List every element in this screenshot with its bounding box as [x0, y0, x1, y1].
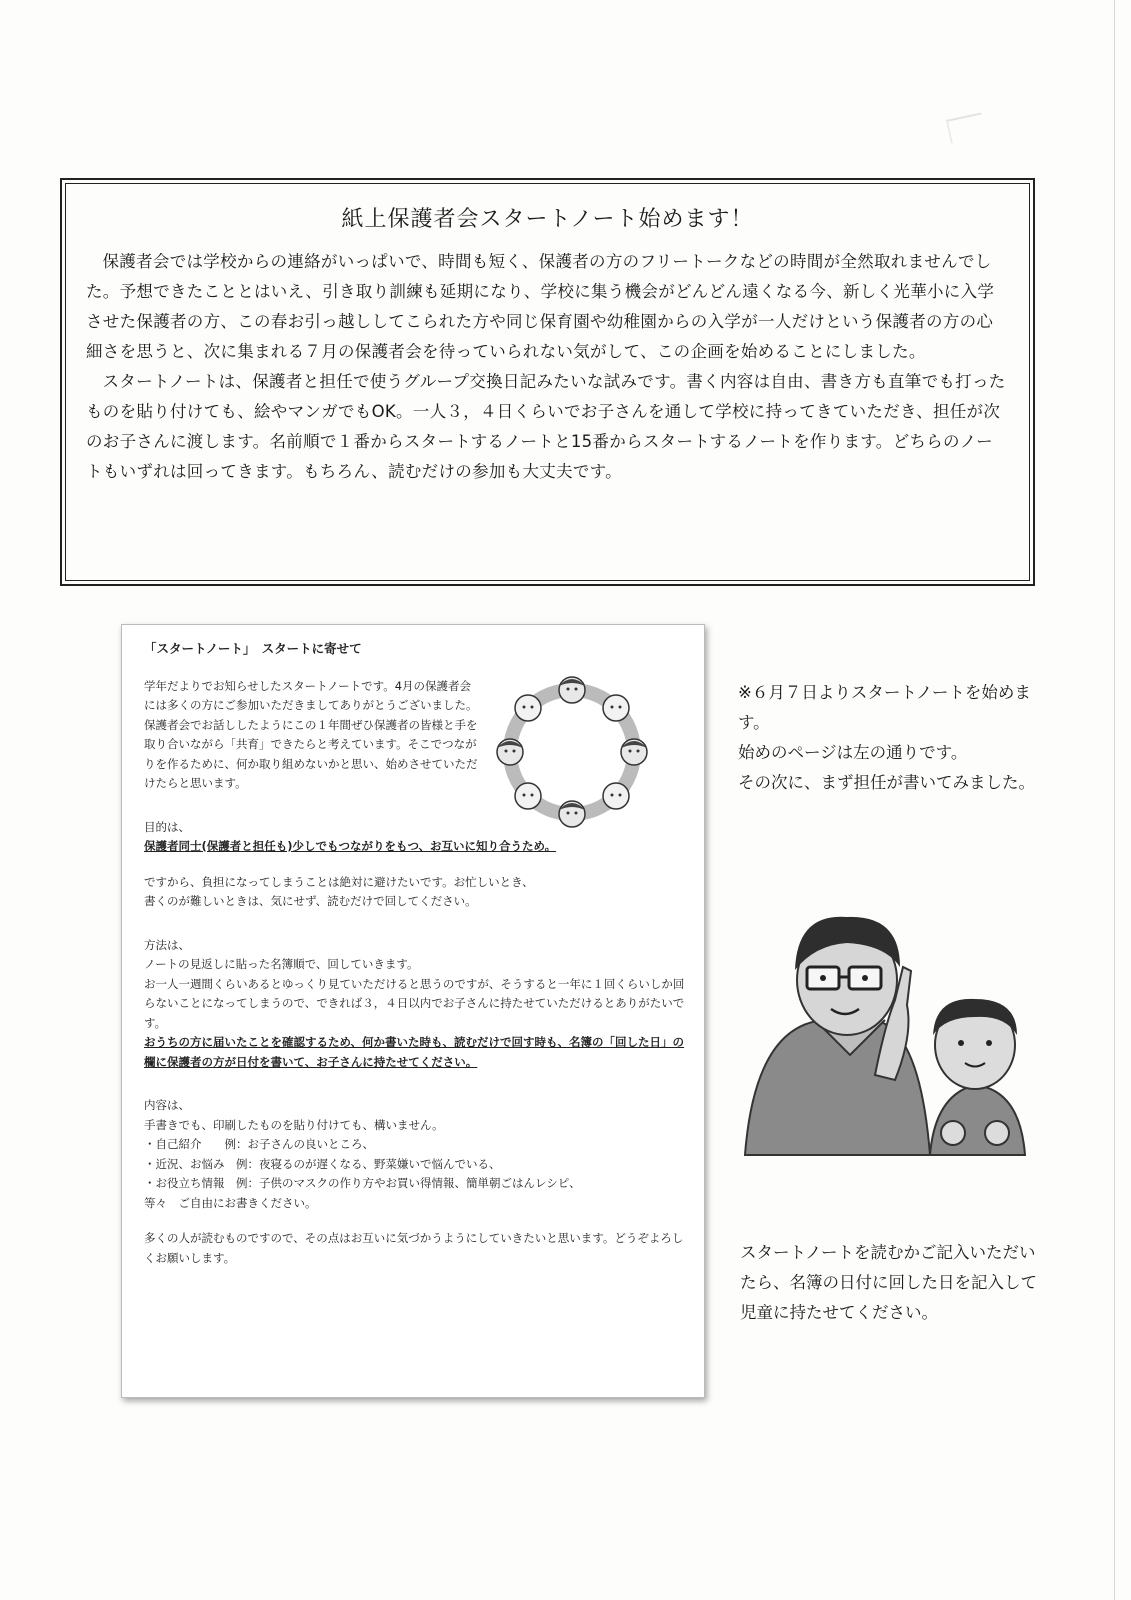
- content-item-1: ・自己紹介 例：お子さんの良いところ、: [144, 1137, 374, 1151]
- notice-title: 紙上保護者会スタートノート始めます！: [341, 207, 754, 232]
- return-instructions-note: [740, 1238, 1040, 1328]
- first-page-line: 始めのページは左の通りです。: [738, 743, 968, 762]
- method-label: 方法は、: [144, 937, 190, 952]
- notice-paragraph-1: 保護者会では学校からの連絡がいっぱいで、時間も短く、保護者の方のフリートークなどの時間が全然取れませんでした。予想できたこととはいえ、引き取り訓練も延期になり、学校に集う機会がどんどん遠くなる今、新しく光華小に入学させた保護者の方、この春お引っ越ししてこられた方や同じ保育園や幼稚園からの入学が一人だけという保護者の方の心細さを思うと、次に集まれる７月の保護者会を待っていられない気がして、この企画を始めることにしました。: [86, 252, 995, 361]
- page-edge-line: [1114, 0, 1115, 1600]
- content-label: 内容は、: [144, 1098, 190, 1112]
- burden-line-2: 書くのが難しいときは、気にせず、読むだけで回してください。: [144, 894, 477, 908]
- sheet-intro: 学年だよりでお知らせしたスタートノートです。4月の保護者会には多くの方にご参加いただきましてありがとうございました。保護者会でお話ししたようにこの１年間ぜひ保護者の皆様と手を取り合いながら「共育」できたらと考えています。そこでつながりを作るために、何か取り組めないかと思い、始めさせていただけたらと思います。: [144, 678, 478, 790]
- notice-box: [60, 178, 1035, 586]
- content-item-3: ・お役立ち情報 例：子供のマスクの作り方やお買い得情報、簡単朝ごはんレシピ、: [144, 1176, 581, 1190]
- start-date-note: [738, 678, 1038, 798]
- purpose-text: 保護者同士(保護者と担任も)少しでもつながりをもつ、お互いに知り合うため。: [144, 839, 557, 853]
- notice-paragraph-2: スタートノートは、保護者と担任で使うグループ交換日記みたいな試みです。書く内容は自由、書き方も直筆でも打ったものを貼り付けても、絵やマンガでもOK。一人３，４日くらいでお子さんを通して学校に持ってきていただき、担任が次のお子さんに渡します。名前順で１番からスタートするノートと15番からスタートするノートを作ります。どちらのノートもいずれは回ってきます。もちろん、読むだけの参加も大丈夫です。: [86, 372, 1006, 481]
- start-date-line: ※６月７日よりスタートノートを始めます。: [738, 683, 1031, 732]
- return-instructions-text: スタートノートを読むかご記入いただいたら、名簿の日付に回した日を記入して児童に持たせてください。: [740, 1243, 1037, 1322]
- sheet-title: 「スタートノート」 スタートに寄せて: [144, 641, 362, 656]
- method-line-1: ノートの見返しに貼った名簿順で、回していきます。: [144, 957, 419, 971]
- content-item-4: 等々 ご自由にお書きください。: [144, 1195, 317, 1210]
- teacher-child-illustration: [735, 905, 1035, 1160]
- method-line-2: お一人一週間くらいあるとゆっくり見ていただけると思うのですが、そうすると一年に１回くらいしか回らないことになってしまうので、できれば３，４日以内でお子さんに持たせていただけるとありがたいです。: [144, 976, 685, 1030]
- burden-line-1: ですから、負担になってしまうことは絶対に避けたいです。お忙しいとき、: [144, 874, 534, 889]
- children-circle-illustration: [488, 668, 656, 836]
- method-bold: おうちの方に届いたことを確認するため、何か書いた時も、読むだけで回す時も、名簿の「回した日」の欄に保護者の方が日付を書いて、お子さんに持たせてください。: [144, 1035, 685, 1069]
- content-item-2: ・近況、お悩み 例：夜寝るのが遅くなる、野菜嫌いで悩んでいる、: [144, 1156, 501, 1171]
- purpose-label: 目的は、: [144, 819, 190, 834]
- teacher-wrote-line: その次に、まず担任が書いてみました。: [738, 773, 1035, 792]
- sheet-closing: 多くの人が読むものですので、その点はお互いに気づかうようにしていきたいと思います。どうぞよろしくお願いします。: [144, 1231, 684, 1265]
- content-line-1: 手書きでも、印刷したものを貼り付けても、構いません。: [144, 1117, 444, 1132]
- notice-box-inner: [65, 183, 1030, 581]
- faint-scan-mark: [946, 113, 986, 144]
